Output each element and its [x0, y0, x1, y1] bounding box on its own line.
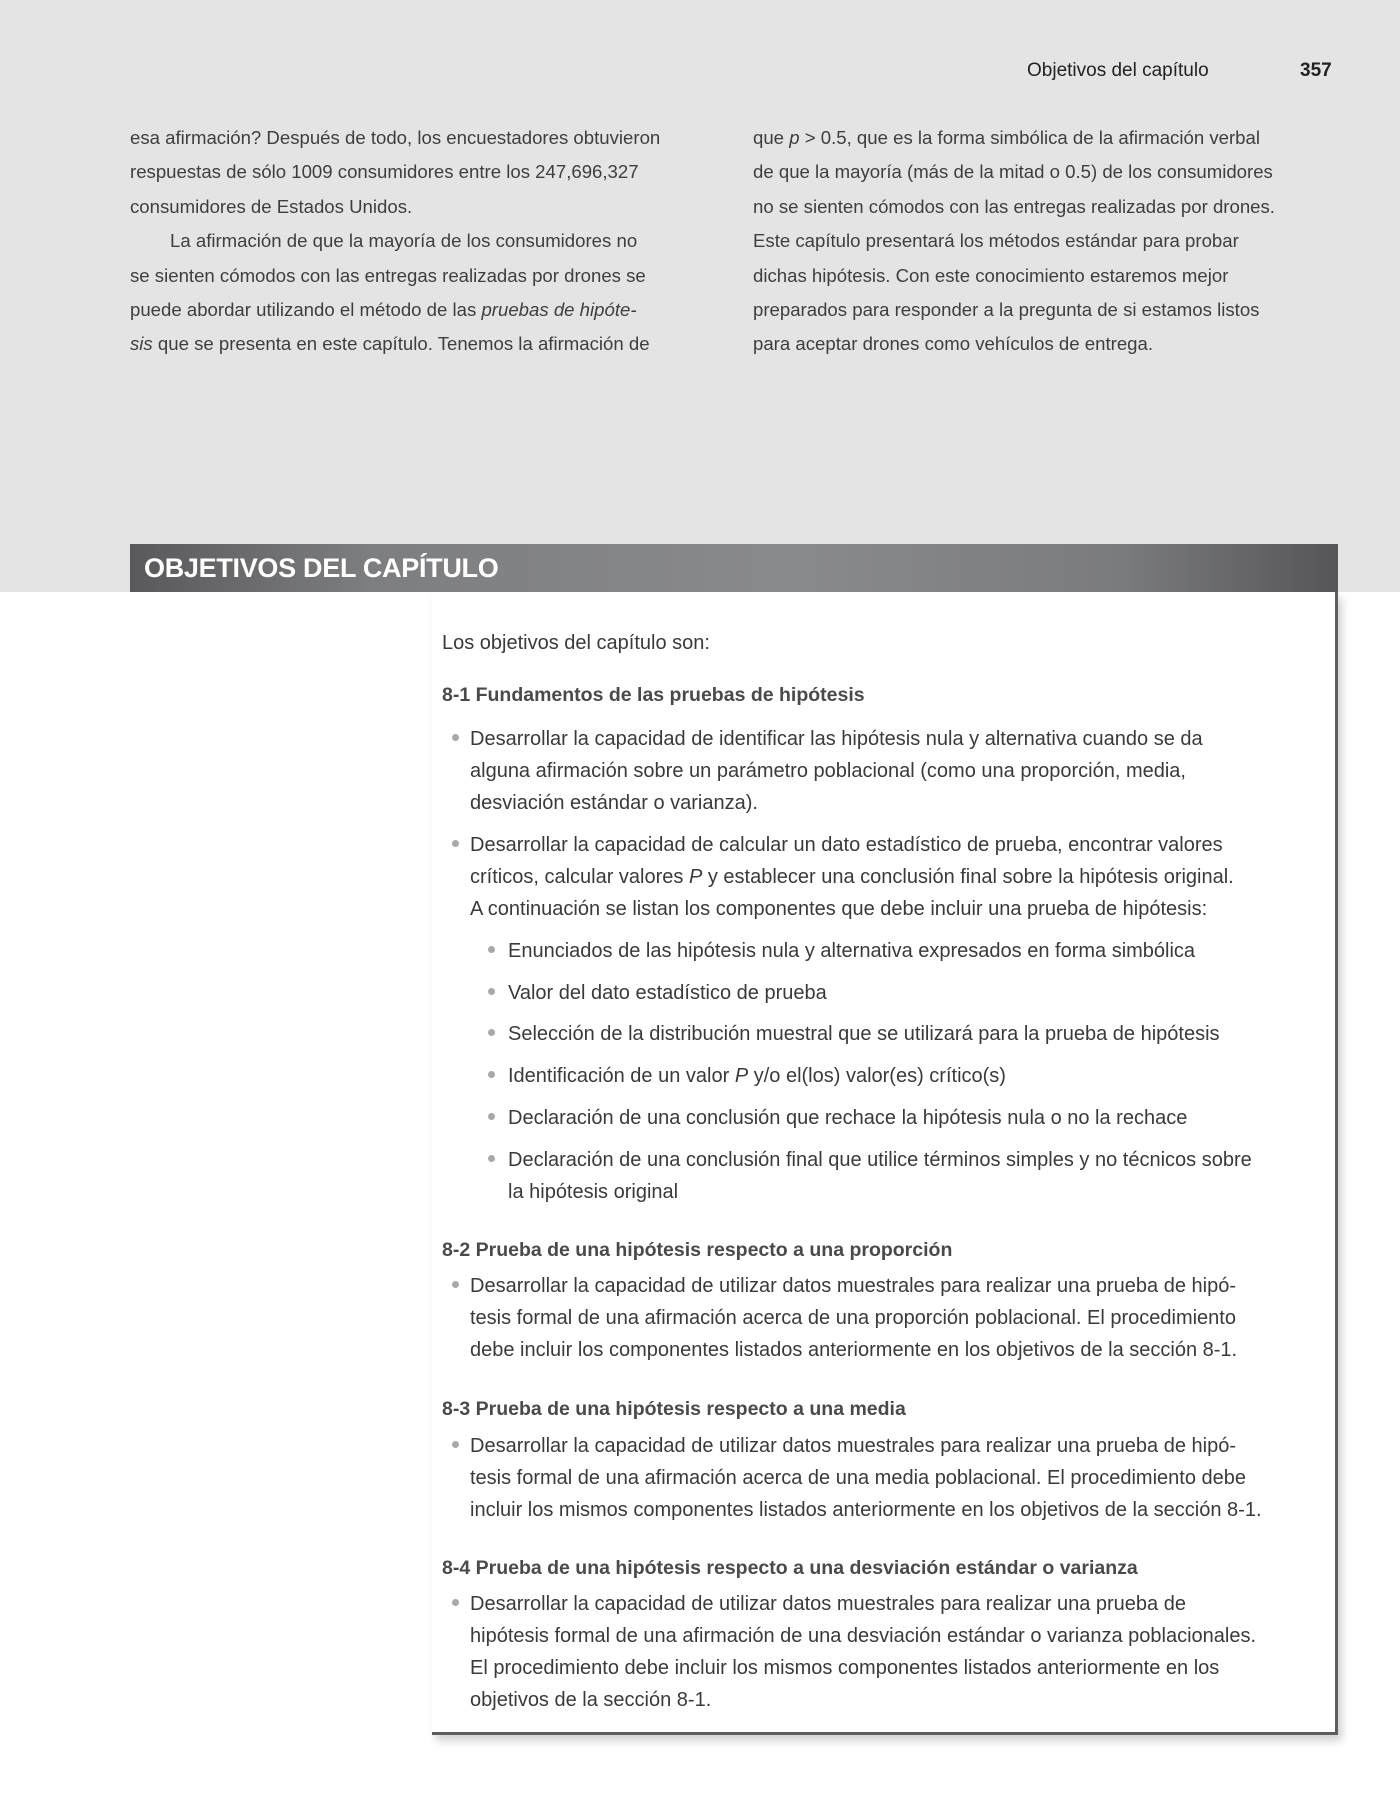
- section-heading-8-1: 8-1 Fundamentos de las pruebas de hipótesis: [442, 684, 865, 706]
- text-segment: que: [753, 127, 790, 148]
- bullet-text: [508, 935, 1195, 967]
- text-segment: la hipótesis original: [508, 1181, 679, 1204]
- text-line: [130, 224, 660, 258]
- text-segment: Declaración de una conclusión final que utilice términos simples y no técnicos sobre: [508, 1149, 1252, 1171]
- text-segment: Selección de la distribución muestral que se utilizará para la prueba de hipótesis: [508, 1023, 1220, 1045]
- section-heading-8-4: 8-4 Prueba de una hipótesis respecto a una desviación estándar o varianza: [442, 1557, 1138, 1579]
- text-line: [470, 755, 1203, 787]
- text-line: [753, 121, 1275, 155]
- sub-bullet-item: [488, 1144, 1252, 1208]
- bullet-text: [508, 977, 827, 1009]
- text-line: [508, 1144, 1252, 1176]
- text-line: [470, 861, 1234, 893]
- text-segment: esa afirmación? Después de todo, los encuestadores obtuvieron: [130, 127, 661, 148]
- text-segment: consumidores de Estados Unidos.: [130, 195, 413, 217]
- sub-bullet-item: [488, 935, 1195, 967]
- text-line: [470, 1494, 1262, 1526]
- objectives-intro: Los objetivos del capítulo son:: [442, 632, 710, 654]
- bullet-icon: [488, 988, 495, 995]
- text-line: [508, 977, 827, 1009]
- text-segment: preparados para responder a la pregunta de si estamos listos: [753, 299, 1260, 321]
- bullet-item: [452, 1588, 1256, 1716]
- text-segment: debe incluir los componentes listados anteriormente en los objetivos de la sección 8-1.: [470, 1339, 1238, 1362]
- text-line: [470, 1684, 1256, 1716]
- text-segment: puede abordar utilizando el método de las: [130, 299, 482, 321]
- text-line: [753, 259, 1275, 293]
- section-heading-8-2: 8-2 Prueba de una hipótesis respecto a una proporción: [442, 1239, 953, 1261]
- bullet-icon: [488, 1113, 495, 1120]
- bullet-icon: [452, 1441, 459, 1448]
- text-segment: objetivos de la sección 8-1.: [470, 1689, 712, 1712]
- bullet-icon: [452, 1599, 459, 1606]
- bullet-text: [508, 1102, 1187, 1134]
- text-segment: que se presenta en este capítulo. Tenemos la afirmación de: [152, 333, 650, 355]
- bullet-icon: [452, 840, 459, 847]
- bullet-icon: [488, 1029, 495, 1036]
- italic-text: pruebas de hipóte-: [481, 299, 637, 321]
- text-line: [130, 327, 660, 361]
- text-line: [470, 1462, 1262, 1494]
- text-segment: Desarrollar la capacidad de calcular un dato estadístico de prueba, encontrar valores: [470, 834, 1223, 856]
- text-line: [470, 1588, 1256, 1620]
- text-line: [470, 1302, 1237, 1334]
- text-segment: y/o el(los) valor(es) crítico(s): [748, 1065, 1006, 1087]
- intro-left-column: [130, 121, 660, 362]
- text-segment: tesis formal de una afirmación acerca de una media poblacional. El procedimiento debe: [470, 1467, 1247, 1490]
- text-line: [753, 327, 1275, 361]
- bullet-item: [452, 723, 1203, 819]
- text-segment: para aceptar drones como vehículos de entrega.: [753, 333, 1154, 355]
- text-line: [130, 259, 660, 293]
- bullet-icon: [488, 946, 495, 953]
- text-segment: dichas hipótesis. Con este conocimiento estaremos mejor: [753, 264, 1229, 286]
- text-line: [470, 1430, 1262, 1462]
- bullet-text: [508, 1018, 1220, 1050]
- sub-bullet-item: [488, 1018, 1220, 1050]
- text-line: [508, 1102, 1187, 1134]
- text-segment: críticos, calcular valores: [470, 866, 689, 889]
- text-segment: desviación estándar o varianza).: [470, 792, 758, 815]
- text-line: [470, 1270, 1237, 1302]
- text-segment: La afirmación de que la mayoría de los consumidores no: [170, 230, 638, 252]
- text-segment: > 0.5, que es la forma simbólica de la afirmación verbal: [799, 127, 1260, 148]
- bullet-text: [508, 1060, 1006, 1092]
- section-heading-8-3: 8-3 Prueba de una hipótesis respecto a una media: [442, 1398, 906, 1420]
- text-segment: Este capítulo presentará los métodos estándar para probar: [753, 230, 1239, 252]
- text-segment: no se sienten cómodos con las entregas realizadas por drones.: [753, 195, 1275, 217]
- text-segment: Desarrollar la capacidad de utilizar datos muestrales para realizar una prueba de: [470, 1593, 1186, 1615]
- bullet-icon: [452, 734, 459, 741]
- text-segment: de que la mayoría (más de la mitad o 0.5) de los consumidores: [753, 161, 1273, 183]
- bullet-icon: [488, 1071, 495, 1078]
- intro-right-column: [753, 121, 1275, 362]
- text-line: [753, 224, 1275, 258]
- italic-text: P: [734, 1065, 749, 1087]
- objectives-banner-title: OBJETIVOS DEL CAPÍTULO: [144, 553, 499, 583]
- text-segment: Enunciados de las hipótesis nula y alternativa expresados en forma simbólica: [508, 940, 1196, 962]
- bullet-icon: [452, 1281, 459, 1288]
- sub-bullet-item: [488, 1102, 1187, 1134]
- bullet-item: [452, 1270, 1237, 1366]
- text-line: [508, 1060, 1006, 1092]
- text-line: [753, 155, 1275, 189]
- text-line: [508, 935, 1195, 967]
- text-line: [470, 829, 1234, 861]
- page-number: 357: [1300, 60, 1332, 81]
- text-line: [753, 293, 1275, 327]
- text-segment: Identificación de un valor: [508, 1065, 735, 1087]
- text-segment: A continuación se listan los componentes que debe incluir una prueba de hipótesis:: [470, 898, 1208, 921]
- text-line: [508, 1176, 1252, 1208]
- text-line: [470, 893, 1234, 925]
- bullet-item: [452, 829, 1234, 925]
- text-segment: y establecer una conclusión final sobre la hipótesis original.: [702, 866, 1234, 889]
- italic-text: P: [688, 866, 703, 889]
- text-line: [130, 293, 660, 327]
- text-line: [470, 1620, 1256, 1652]
- text-line: [130, 155, 660, 189]
- bullet-text: [508, 1144, 1252, 1208]
- bullet-text: [470, 1588, 1256, 1716]
- running-header-title: Objetivos del capítulo: [1027, 60, 1209, 81]
- bullet-text: [470, 723, 1203, 819]
- objectives-banner: [130, 544, 1338, 592]
- text-segment: El procedimiento debe incluir los mismos componentes listados anteriormente en los: [470, 1657, 1220, 1680]
- bullet-item: [452, 1430, 1262, 1526]
- bullet-text: [470, 1270, 1237, 1366]
- text-line: [130, 190, 660, 224]
- text-segment: Declaración de una conclusión que rechace la hipótesis nula o no la rechace: [508, 1107, 1188, 1129]
- bullet-text: [470, 1430, 1262, 1526]
- text-segment: respuestas de sólo 1009 consumidores entre los 247,696,327: [130, 161, 639, 183]
- text-line: [470, 1652, 1256, 1684]
- text-segment: Desarrollar la capacidad de utilizar datos muestrales para realizar una prueba de hipó-: [470, 1435, 1236, 1457]
- bullet-icon: [488, 1155, 495, 1162]
- text-line: [470, 1334, 1237, 1366]
- text-segment: incluir los mismos componentes listados anteriormente en los objetivos de la sección 8-1.: [470, 1499, 1262, 1522]
- sub-bullet-item: [488, 977, 827, 1009]
- text-line: [130, 121, 660, 155]
- text-segment: alguna afirmación sobre un parámetro poblacional (como una proporción, media,: [470, 760, 1186, 783]
- sub-bullet-item: [488, 1060, 1006, 1092]
- text-line: [508, 1018, 1220, 1050]
- text-segment: Desarrollar la capacidad de utilizar datos muestrales para realizar una prueba de hipó-: [470, 1275, 1236, 1297]
- italic-text: sis: [130, 333, 153, 355]
- text-segment: Desarrollar la capacidad de identificar las hipótesis nula y alternativa cuando se da: [470, 728, 1203, 750]
- italic-text: p: [789, 127, 800, 148]
- text-line: [753, 190, 1275, 224]
- text-line: [470, 787, 1203, 819]
- text-line: [470, 723, 1203, 755]
- bullet-text: [470, 829, 1234, 925]
- text-segment: se sienten cómodos con las entregas realizadas por drones se: [130, 264, 646, 286]
- text-segment: hipótesis formal de una afirmación de una desviación estándar o varianza poblacionales.: [470, 1625, 1257, 1648]
- text-segment: Valor del dato estadístico de prueba: [508, 982, 827, 1004]
- text-segment: tesis formal de una afirmación acerca de una proporción poblacional. El procedimiento: [470, 1307, 1236, 1330]
